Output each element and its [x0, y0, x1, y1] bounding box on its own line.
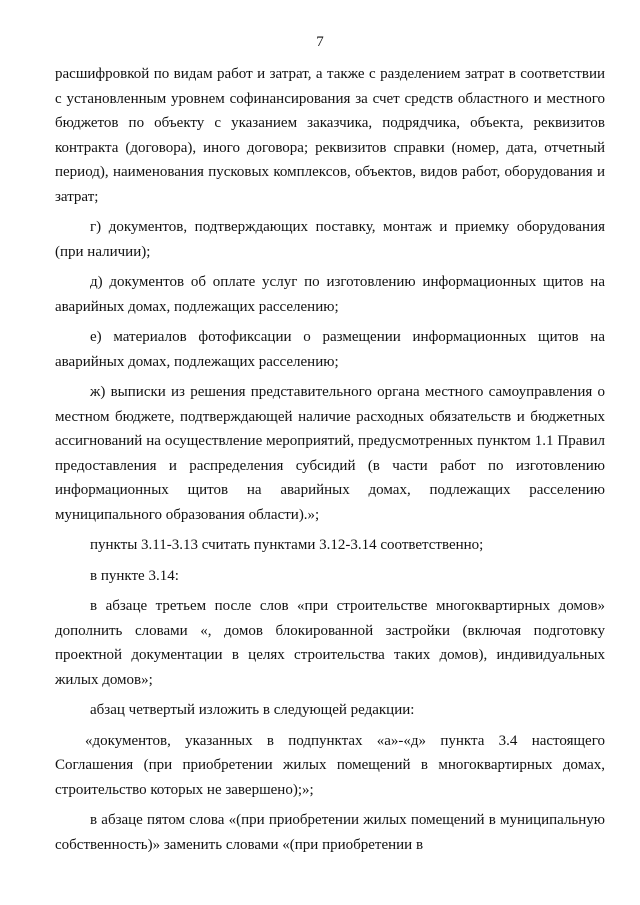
paragraph-third-abzac: в абзаце третьем после слов «при строительстве многоквартирных домов» дополнить словами «, домов блокированной застройки (включая подготовку проектной документации в целях строительства таких домов), индивидуальных жилых домов»; [55, 598, 605, 688]
document-body [55, 62, 605, 863]
paragraph-item-g: г) документов, подтверждающих поставку, монтаж и приемку оборудования (при наличии); [55, 219, 605, 260]
paragraph-continuation: расшифровкой по видам работ и затрат, а также с разделением затрат в соответствии с установленным уровнем софинансирования за счет средств областного и местного бюджетов по объекту с указанием заказчика, подрядчика, объекта, реквизитов контракта (договора), иного договора; реквизитов справки (номер, дата, отчетный период), наименования пусковых комплексов, объектов, видов работ, оборудования и затрат; [55, 66, 605, 205]
paragraph-fourth-abzac: абзац четвертый изложить в следующей редакции: [90, 702, 415, 718]
paragraph-item-zh: ж) выписки из решения представительного органа местного самоуправления о местном бюджете, подтверждающей наличие расходных обязательств и бюджетных ассигнований на осуществление мероприятий, предусмотренных пунктом 1.1 Правил предоставления и распределения субсидий (в части работ по изготовлению информационных щитов на аварийных домах, подлежащих расселению муниципального образования области).»; [55, 384, 605, 523]
paragraph-fifth-abzac: в абзаце пятом слова «(при приобретении жилых помещений в муниципальную собственность)» заменить словами «(при приобретении в [55, 812, 605, 853]
page-number: 7 [316, 34, 324, 50]
paragraph-point-3-14: в пункте 3.14: [90, 567, 179, 584]
paragraph-renumber: пункты 3.11-3.13 считать пунктами 3.12-3.14 соответственно; [90, 537, 484, 553]
paragraph-item-d: д) документов об оплате услуг по изготовлению информационных щитов на аварийных домах, подлежащих расселению; [55, 274, 605, 315]
paragraph-fourth-abzac-text: «документов, указанных в подпунктах «а»-«д» пункта 3.4 настоящего Соглашения (при приобретении жилых помещений в многоквартирных домах, строительство которых не завершено);»; [55, 732, 605, 798]
paragraph-item-e: е) материалов фотофиксации о размещении информационных щитов на аварийных домах, подлежащих расселению; [55, 329, 605, 370]
